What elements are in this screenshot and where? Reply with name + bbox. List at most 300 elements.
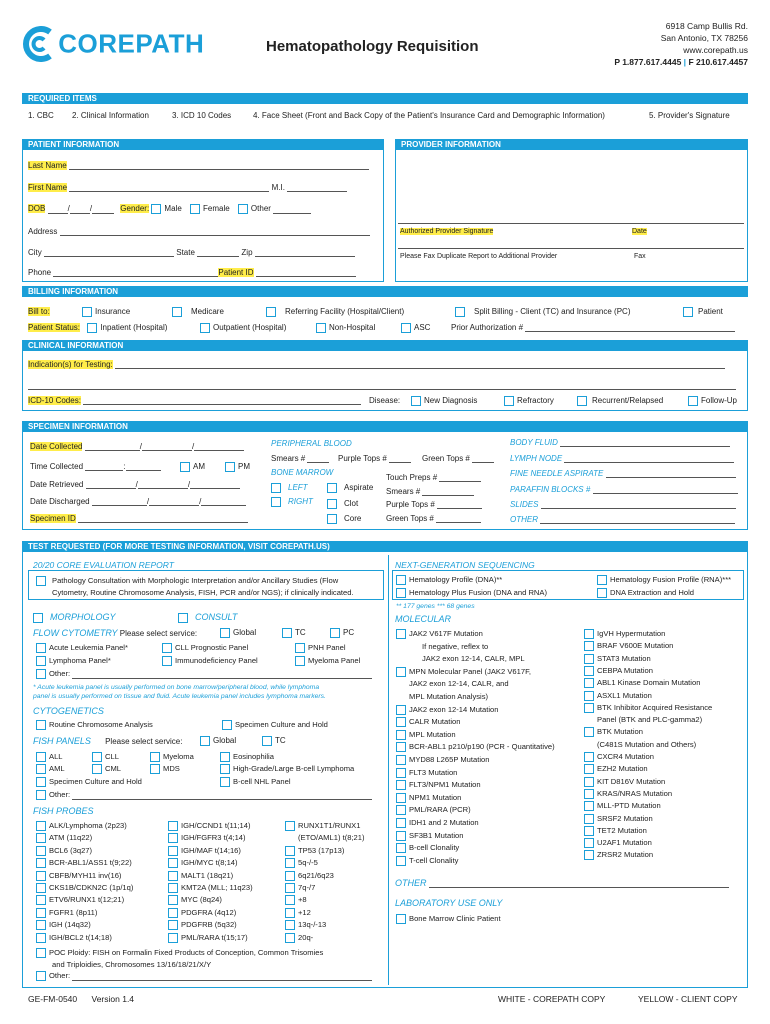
test-checkbox[interactable]: [396, 717, 406, 727]
test-checkbox[interactable]: [36, 846, 46, 856]
test-checkbox[interactable]: [396, 768, 406, 778]
morphology-option[interactable]: MORPHOLOGY: [33, 612, 116, 623]
fish-cml[interactable]: CML: [92, 764, 121, 774]
test-label: IGH/MYC t(8;14): [181, 858, 238, 868]
fish-probes-heading: FISH PROBES: [33, 806, 94, 816]
flow-global-option[interactable]: Global: [220, 628, 256, 638]
mol1-item[interactable]: [396, 780, 481, 790]
test-checkbox[interactable]: [584, 777, 594, 787]
bill-to-row: Bill to: Insurance: [28, 307, 131, 317]
mol1-item[interactable]: [396, 667, 531, 677]
fish-cll[interactable]: CLL: [92, 752, 119, 762]
test-label: 6q21/6q23: [298, 870, 334, 880]
test-label: B-cell Clonality: [409, 843, 460, 853]
test-label: CBFB/MYH11 inv(16): [49, 870, 122, 880]
probes3-item[interactable]: [285, 821, 360, 831]
mol2-item[interactable]: [584, 703, 712, 713]
mol1-item[interactable]: [396, 717, 461, 727]
clot-option[interactable]: Clot: [327, 499, 358, 509]
test-checkbox[interactable]: [396, 843, 406, 853]
required-item-2: 2. Clinical Information: [72, 111, 149, 120]
probes2-item[interactable]: [168, 846, 241, 856]
test-label: MPN Molecular Panel (JAK2 V617F,: [409, 666, 531, 676]
test-label: IgVH Hypermutation: [597, 629, 666, 638]
required-item-4: 4. Face Sheet (Front and Back Copy of the Patient's Insurance Card and Demographic Information): [253, 111, 605, 120]
probes1-item[interactable]: [36, 846, 92, 856]
fish-other[interactable]: Other:: [36, 790, 372, 800]
fna-field[interactable]: FINE NEEDLE ASPIRATE: [510, 469, 736, 478]
test-checkbox[interactable]: [584, 850, 594, 860]
test-label: MALT1 (18q21): [181, 870, 234, 880]
test-checkbox[interactable]: [584, 814, 594, 824]
mol1-item[interactable]: [396, 818, 479, 828]
address-block: [614, 20, 748, 68]
probes1-item[interactable]: [36, 821, 127, 831]
test-checkbox[interactable]: [396, 818, 406, 828]
pb-green-tops-field[interactable]: Green Tops #: [422, 454, 494, 463]
test-checkbox[interactable]: [285, 933, 295, 943]
flow-note-2: panel is usually performed on tissue and fluid. Acute leukemia panel includes lymphoma markers.: [33, 693, 326, 700]
test-checkbox[interactable]: [36, 933, 46, 943]
test-label: TP53 (17p13): [298, 845, 345, 855]
probes3-item[interactable]: [285, 858, 318, 868]
test-checkbox[interactable]: [285, 883, 295, 893]
slides-field[interactable]: SLIDES: [510, 500, 736, 509]
test-checkbox[interactable]: [396, 805, 406, 815]
probes1-item[interactable]: [36, 920, 91, 930]
flow-item-acute[interactable]: Acute Leukemia Panel*: [36, 643, 128, 653]
test-label: TET2 Mutation: [597, 825, 647, 835]
fish-tc-option[interactable]: TC: [262, 736, 286, 746]
flow-other[interactable]: Other:: [36, 669, 372, 679]
form-number: GE-FM-0540 Version 1.4: [28, 994, 135, 1004]
date-collected-field[interactable]: Date Collected / /: [30, 442, 244, 451]
probes3-item[interactable]: [285, 846, 344, 856]
probes1-item[interactable]: [36, 883, 133, 893]
ngs-note: ** 177 genes *** 68 genes: [396, 603, 475, 610]
required-item-1: 1. CBC: [28, 111, 54, 120]
cyto-culture[interactable]: Specimen Culture and Hold: [222, 720, 328, 730]
mol2-item[interactable]: [584, 666, 653, 676]
fish-aml[interactable]: AML: [36, 764, 65, 774]
test-checkbox[interactable]: [36, 920, 46, 930]
test-label: BCR-ABL1/ASS1 t(9;22): [49, 858, 132, 868]
test-label: IDH1 and 2 Mutation: [409, 818, 479, 827]
test-checkbox[interactable]: [584, 691, 594, 701]
test-label: ABL1 Kinase Domain Mutation: [597, 678, 701, 688]
test-checkbox[interactable]: [285, 920, 295, 930]
test-checkbox[interactable]: [396, 667, 406, 677]
fish-culture[interactable]: Specimen Culture and Hold: [36, 777, 142, 787]
probes3-item[interactable]: [285, 871, 334, 881]
address-field[interactable]: Address: [28, 227, 370, 236]
probes1-item[interactable]: [36, 908, 97, 918]
fish-all[interactable]: ALL: [36, 752, 63, 762]
test-checkbox[interactable]: [396, 793, 406, 803]
fish-eosinophilia[interactable]: Eosinophilia: [220, 752, 274, 762]
probes3-item[interactable]: [285, 920, 326, 930]
test-checkbox[interactable]: [168, 858, 178, 868]
ngs-heme-profile[interactable]: Hematology Profile (DNA)**: [396, 575, 502, 585]
mol2-item[interactable]: [584, 838, 652, 848]
mol2-item[interactable]: [584, 678, 700, 688]
mol1-item[interactable]: [396, 843, 459, 853]
flow-item-pnh[interactable]: PNH Panel: [295, 643, 346, 653]
date-discharged-field[interactable]: Date Discharged / /: [30, 497, 246, 506]
asc-option[interactable]: ASC: [401, 323, 430, 333]
test-label: BTK Inhibitor Acquired Resistance: [597, 702, 713, 712]
dob-field[interactable]: DOB / / Gender: Male Female Other: [28, 204, 311, 214]
test-label: ASXL1 Mutation: [597, 690, 652, 700]
test-checkbox[interactable]: [396, 831, 406, 841]
split-billing-option[interactable]: Split Billing - Client (TC) and Insurance (PC): [455, 307, 631, 317]
test-label: (ETO/AML1) t(8;21): [298, 833, 365, 843]
fish-myeloma[interactable]: Myeloma: [150, 752, 194, 762]
touch-preps-field[interactable]: Touch Preps #: [386, 473, 481, 482]
pb-purple-tops-field[interactable]: Purple Tops #: [338, 454, 411, 463]
mol1-item[interactable]: [396, 856, 458, 866]
mol2-item[interactable]: [584, 850, 653, 860]
ngs-fusion-profile[interactable]: Hematology Fusion Profile (RNA)***: [597, 575, 731, 585]
consult-option[interactable]: CONSULT: [178, 612, 237, 623]
specimen-id-field[interactable]: Specimen ID: [30, 514, 248, 523]
test-label: BTK Mutation: [597, 727, 644, 737]
test-checkbox[interactable]: [584, 764, 594, 774]
test-label: STAT3 Mutation: [597, 653, 651, 663]
test-checkbox[interactable]: [584, 641, 594, 651]
test-checkbox[interactable]: [584, 666, 594, 676]
mol1-item[interactable]: [396, 831, 463, 841]
mol2-item[interactable]: [584, 641, 673, 651]
test-label: ALK/Lymphoma (2p23): [49, 821, 127, 830]
test-label: ZRSR2 Mutation: [597, 850, 654, 860]
page-title: Hematopathology Requisition: [266, 38, 479, 55]
last-name-field[interactable]: Last Name: [28, 161, 369, 170]
test-checkbox[interactable]: [584, 654, 594, 664]
ngs-heme-plus-fusion[interactable]: Hematology Plus Fusion (DNA and RNA): [396, 588, 547, 598]
clinical-heading: CLINICAL INFORMATION: [22, 340, 748, 351]
test-label: (C481S Mutation and Others): [597, 739, 697, 749]
test-label: T-cell Clonality: [409, 855, 459, 865]
flow-cytometry-row: FLOW CYTOMETRY Please select service:: [33, 628, 198, 638]
test-label: BCL6 (3q27): [49, 845, 93, 855]
probes2-item[interactable]: [168, 933, 248, 943]
tests-divider: [388, 555, 389, 985]
disease-label: Disease:: [369, 396, 401, 405]
test-checkbox[interactable]: [168, 833, 178, 843]
test-checkbox[interactable]: [168, 895, 178, 905]
core-eval-text-2: Cytometry, Routine Chromosome Analysis, FISH, PCR and/or NGS); if clinically indicated.: [52, 588, 354, 597]
test-label: BRAF V600E Mutation: [597, 641, 674, 651]
fish-panels-row: FISH PANELS Please select service:: [33, 736, 183, 746]
right-option[interactable]: RIGHT: [271, 497, 313, 507]
required-item-5: 5. Provider's Signature: [649, 111, 730, 120]
mol1-item[interactable]: [396, 730, 456, 740]
probes1-item[interactable]: [36, 871, 121, 881]
bm-purple-tops-field[interactable]: Purple Tops #: [386, 500, 482, 509]
test-label: KMT2A (MLL; 11q23): [181, 883, 253, 892]
indications-line-2[interactable]: [28, 381, 736, 390]
phone-field[interactable]: Phone Patient ID: [28, 268, 356, 277]
mol2-item[interactable]: [584, 629, 665, 639]
mol1-item[interactable]: [396, 755, 490, 765]
mol1-item: [396, 692, 488, 702]
test-label: NPM1 Mutation: [409, 792, 462, 802]
time-collected-field[interactable]: Time Collected :: [30, 462, 161, 471]
corepath-logo-icon: [22, 26, 56, 62]
first-name-field[interactable]: First Name M.I.: [28, 183, 347, 192]
probes2-item[interactable]: [168, 883, 253, 893]
probes2-item[interactable]: [168, 871, 233, 881]
probes1-item[interactable]: [36, 933, 112, 943]
test-label: KRAS/NRAS Mutation: [597, 788, 673, 798]
test-checkbox[interactable]: [396, 742, 406, 752]
cyto-routine[interactable]: Routine Chromosome Analysis: [36, 720, 153, 730]
recurrent-option[interactable]: Recurrent/Relapsed: [577, 396, 663, 406]
provider-signature-line[interactable]: [398, 223, 744, 224]
fish-bcell-nhl[interactable]: B-cell NHL Panel: [220, 777, 291, 787]
poc-ploidy-2: and Triploidies, Chromosomes 13/16/18/21/X/Y: [52, 960, 212, 969]
test-checkbox[interactable]: [36, 908, 46, 918]
test-label: IGH/FGFR3 t(4;14): [181, 833, 246, 843]
mol1-item[interactable]: [396, 805, 471, 815]
mol2-item[interactable]: [584, 727, 643, 737]
test-label: KIT D816V Mutation: [597, 776, 666, 786]
test-checkbox[interactable]: [36, 821, 46, 831]
test-checkbox[interactable]: [584, 703, 594, 713]
test-checkbox[interactable]: [396, 629, 406, 639]
test-checkbox[interactable]: [584, 838, 594, 848]
test-checkbox[interactable]: [285, 908, 295, 918]
authorized-signature-label: Authorized Provider Signature: [400, 228, 494, 235]
test-label: IGH/BCL2 t(14;18): [49, 932, 112, 942]
mol1-item: [396, 642, 488, 652]
test-checkbox[interactable]: [36, 858, 46, 868]
test-checkbox[interactable]: [584, 629, 594, 639]
prior-auth-field[interactable]: Prior Authorization #: [451, 323, 735, 332]
probes2-item[interactable]: [168, 920, 237, 930]
paraffin-field[interactable]: PARAFFIN BLOCKS #: [510, 485, 738, 494]
bm-green-tops-field[interactable]: Green Tops #: [386, 514, 481, 523]
test-checkbox[interactable]: [36, 833, 46, 843]
test-checkbox[interactable]: [36, 895, 46, 905]
mol2-item[interactable]: [584, 752, 654, 762]
mol2-item[interactable]: [584, 764, 648, 774]
male-checkbox[interactable]: [151, 204, 161, 214]
test-checkbox[interactable]: [396, 730, 406, 740]
other-gender-checkbox[interactable]: [238, 204, 248, 214]
core-option[interactable]: Core: [327, 514, 361, 524]
mol2-item[interactable]: [584, 789, 672, 799]
test-checkbox[interactable]: [396, 780, 406, 790]
mol2-item[interactable]: [584, 654, 651, 664]
pb-smears-field[interactable]: Smears #: [271, 454, 329, 463]
flow-item-lymphoma[interactable]: Lymphoma Panel*: [36, 656, 111, 666]
test-checkbox[interactable]: [285, 846, 295, 856]
test-label: ATM (11q22): [49, 833, 93, 843]
test-checkbox[interactable]: [36, 883, 46, 893]
required-items-heading: REQUIRED ITEMS: [22, 93, 748, 104]
left-option[interactable]: LEFT: [271, 483, 308, 493]
test-checkbox[interactable]: [168, 920, 178, 930]
white-copy-label: WHITE - COREPATH COPY: [498, 994, 606, 1004]
mol2-item[interactable]: [584, 814, 653, 824]
test-checkbox[interactable]: [396, 755, 406, 765]
female-checkbox[interactable]: [190, 204, 200, 214]
ngs-dna-extraction[interactable]: DNA Extraction and Hold: [597, 588, 694, 598]
test-checkbox[interactable]: [168, 821, 178, 831]
patient-billing-option[interactable]: Patient: [683, 307, 723, 317]
specimen-heading: SPECIMEN INFORMATION: [22, 421, 748, 432]
test-checkbox[interactable]: [584, 789, 594, 799]
lymph-node-field[interactable]: LYMPH NODE: [510, 454, 734, 463]
test-label: +12: [298, 907, 311, 917]
probes2-item[interactable]: [168, 895, 222, 905]
mol1-item[interactable]: [396, 742, 555, 752]
medicare-option[interactable]: Medicare: [172, 307, 224, 317]
test-checkbox[interactable]: [168, 908, 178, 918]
test-checkbox[interactable]: [396, 856, 406, 866]
website: www.corepath.us: [683, 45, 748, 55]
refractory-option[interactable]: Refractory: [504, 396, 554, 406]
probes3-item[interactable]: [285, 908, 311, 918]
bone-marrow-label: BONE MARROW: [271, 468, 334, 477]
probes1-item[interactable]: [36, 895, 124, 905]
core-eval-checkbox[interactable]: [36, 576, 46, 586]
test-label: JAK2 V617F Mutation: [409, 629, 483, 638]
fish-global-option[interactable]: Global: [200, 736, 236, 746]
test-label: BCR-ABL1 p210/p190 (PCR - Quantitative): [409, 742, 555, 752]
mol2-item[interactable]: [584, 826, 647, 836]
patient-info-heading: PATIENT INFORMATION: [22, 139, 384, 150]
patient-status-row: Patient Status: Inpatient (Hospital): [28, 323, 168, 333]
other-specimen-field[interactable]: OTHER: [510, 515, 735, 524]
fish-mds[interactable]: MDS: [150, 764, 180, 774]
other-test-field[interactable]: OTHER: [395, 878, 729, 888]
mol2-item: [584, 715, 702, 725]
test-checkbox[interactable]: [584, 801, 594, 811]
poc-ploidy[interactable]: POC Ploidy: FISH on Formalin Fixed Products of Conception, Common Trisomies: [36, 948, 323, 958]
test-label: CEBPA Mutation: [597, 665, 653, 675]
test-checkbox[interactable]: [584, 752, 594, 762]
test-label: FLT3/NPM1 Mutation: [409, 780, 481, 790]
indications-field[interactable]: Indication(s) for Testing:: [28, 360, 725, 369]
test-label: 5q-/-5: [298, 858, 318, 868]
fish-high-grade[interactable]: High-Grade/Large B-cell Lymphoma: [220, 764, 354, 774]
bm-smears-field[interactable]: Smears #: [386, 487, 474, 496]
peripheral-blood-label: PERIPHERAL BLOOD: [271, 439, 352, 448]
test-checkbox[interactable]: [584, 727, 594, 737]
mol1-item[interactable]: [396, 629, 483, 639]
bm-clinic-option[interactable]: Bone Marrow Clinic Patient: [396, 914, 501, 924]
test-label: If negative, reflex to: [422, 641, 489, 651]
test-label: JAK2 exon 12-14, CALR, MPL: [422, 654, 525, 664]
mol2-item[interactable]: [584, 777, 665, 787]
probes3-item[interactable]: [285, 883, 315, 893]
test-checkbox[interactable]: [285, 858, 295, 868]
am-option[interactable]: AM: [180, 462, 205, 472]
mol1-item[interactable]: [396, 793, 461, 803]
body-fluid-field[interactable]: BODY FLUID: [510, 438, 730, 447]
fax-line[interactable]: [398, 248, 744, 249]
test-checkbox[interactable]: [168, 883, 178, 893]
core-eval-heading: 20/20 CORE EVALUATION REPORT: [33, 560, 174, 570]
outpatient-option[interactable]: Outpatient (Hospital): [200, 323, 286, 333]
flow-tc-option[interactable]: TC: [282, 628, 306, 638]
provider-info-box: [395, 150, 748, 282]
flow-item-cll[interactable]: CLL Prognostic Panel: [162, 643, 248, 653]
city-field[interactable]: City State Zip: [28, 248, 355, 257]
test-label: 13q-/-13: [298, 920, 327, 930]
aspirate-option[interactable]: Aspirate: [327, 483, 373, 493]
test-checkbox[interactable]: [285, 821, 295, 831]
mol2-item[interactable]: [584, 801, 661, 811]
probes1-item[interactable]: [36, 858, 132, 868]
probes2-item[interactable]: [168, 908, 236, 918]
probes3-item[interactable]: [285, 933, 313, 943]
test-requested-heading: TEST REQUESTED (FOR MORE TESTING INFORMATION, VISIT COREPATH.US): [22, 541, 748, 552]
test-label: +8: [298, 895, 307, 905]
follow-up-option[interactable]: Follow-Up: [688, 396, 737, 406]
test-checkbox[interactable]: [168, 871, 178, 881]
test-checkbox[interactable]: [168, 933, 178, 943]
new-diagnosis-option[interactable]: New Diagnosis: [411, 396, 477, 406]
logo: [22, 26, 204, 62]
probes3-item[interactable]: [285, 895, 307, 905]
probes-other[interactable]: Other:: [36, 971, 372, 981]
test-checkbox[interactable]: [396, 705, 406, 715]
address-line-2: San Antonio, TX 78256: [660, 33, 748, 43]
provider-info-heading: PROVIDER INFORMATION: [395, 139, 748, 150]
flow-item-immuno[interactable]: Immunodeficiency Panel: [162, 656, 258, 666]
icd-codes-field[interactable]: ICD-10 Codes:: [28, 396, 361, 405]
probes2-item[interactable]: [168, 858, 238, 868]
test-checkbox[interactable]: [285, 895, 295, 905]
date-retrieved-field[interactable]: Date Retrieved / /: [30, 480, 240, 489]
probes2-item[interactable]: [168, 821, 251, 831]
fax-duplicate-label: Please Fax Duplicate Report to Additional Provider: [400, 253, 558, 260]
probes2-item[interactable]: [168, 833, 246, 843]
test-label: Panel (BTK and PLC-gamma2): [597, 715, 703, 725]
test-label: JAK2 exon 12-14, CALR, and: [409, 679, 509, 689]
flow-item-myeloma[interactable]: Myeloma Panel: [295, 656, 360, 666]
test-label: MYD88 L265P Mutation: [409, 755, 490, 764]
test-label: PML/RARA (PCR): [409, 805, 471, 815]
mol2-item[interactable]: [584, 691, 652, 701]
test-checkbox[interactable]: [584, 826, 594, 836]
probes1-item[interactable]: [36, 833, 92, 843]
mol2-item: [584, 740, 696, 750]
flow-pc-option[interactable]: PC: [330, 628, 354, 638]
test-checkbox[interactable]: [36, 871, 46, 881]
inpatient-checkbox[interactable]: [87, 323, 97, 333]
test-label: SRSF2 Mutation: [597, 813, 653, 823]
test-label: RUNX1T1/RUNX1: [298, 821, 361, 830]
core-eval-text-1: Pathology Consultation with Morphologic Interpretation and/or Ancillary Studies (Flow: [52, 576, 339, 585]
test-checkbox[interactable]: [285, 871, 295, 881]
referring-option[interactable]: Referring Facility (Hospital/Client): [266, 307, 404, 317]
yellow-copy-label: YELLOW - CLIENT COPY: [638, 994, 738, 1004]
test-checkbox[interactable]: [584, 678, 594, 688]
flow-note-1: * Acute leukemia panel is usually performed on bone marrow/peripheral blood, while lymphoma: [33, 684, 320, 691]
test-checkbox[interactable]: [168, 846, 178, 856]
non-hospital-option[interactable]: Non-Hospital: [316, 323, 375, 333]
test-label: IGH/MAF t(14;16): [181, 845, 241, 855]
insurance-checkbox[interactable]: [82, 307, 92, 317]
pm-option[interactable]: PM: [225, 462, 250, 472]
mol1-item[interactable]: [396, 705, 499, 715]
mol1-item[interactable]: [396, 768, 457, 778]
